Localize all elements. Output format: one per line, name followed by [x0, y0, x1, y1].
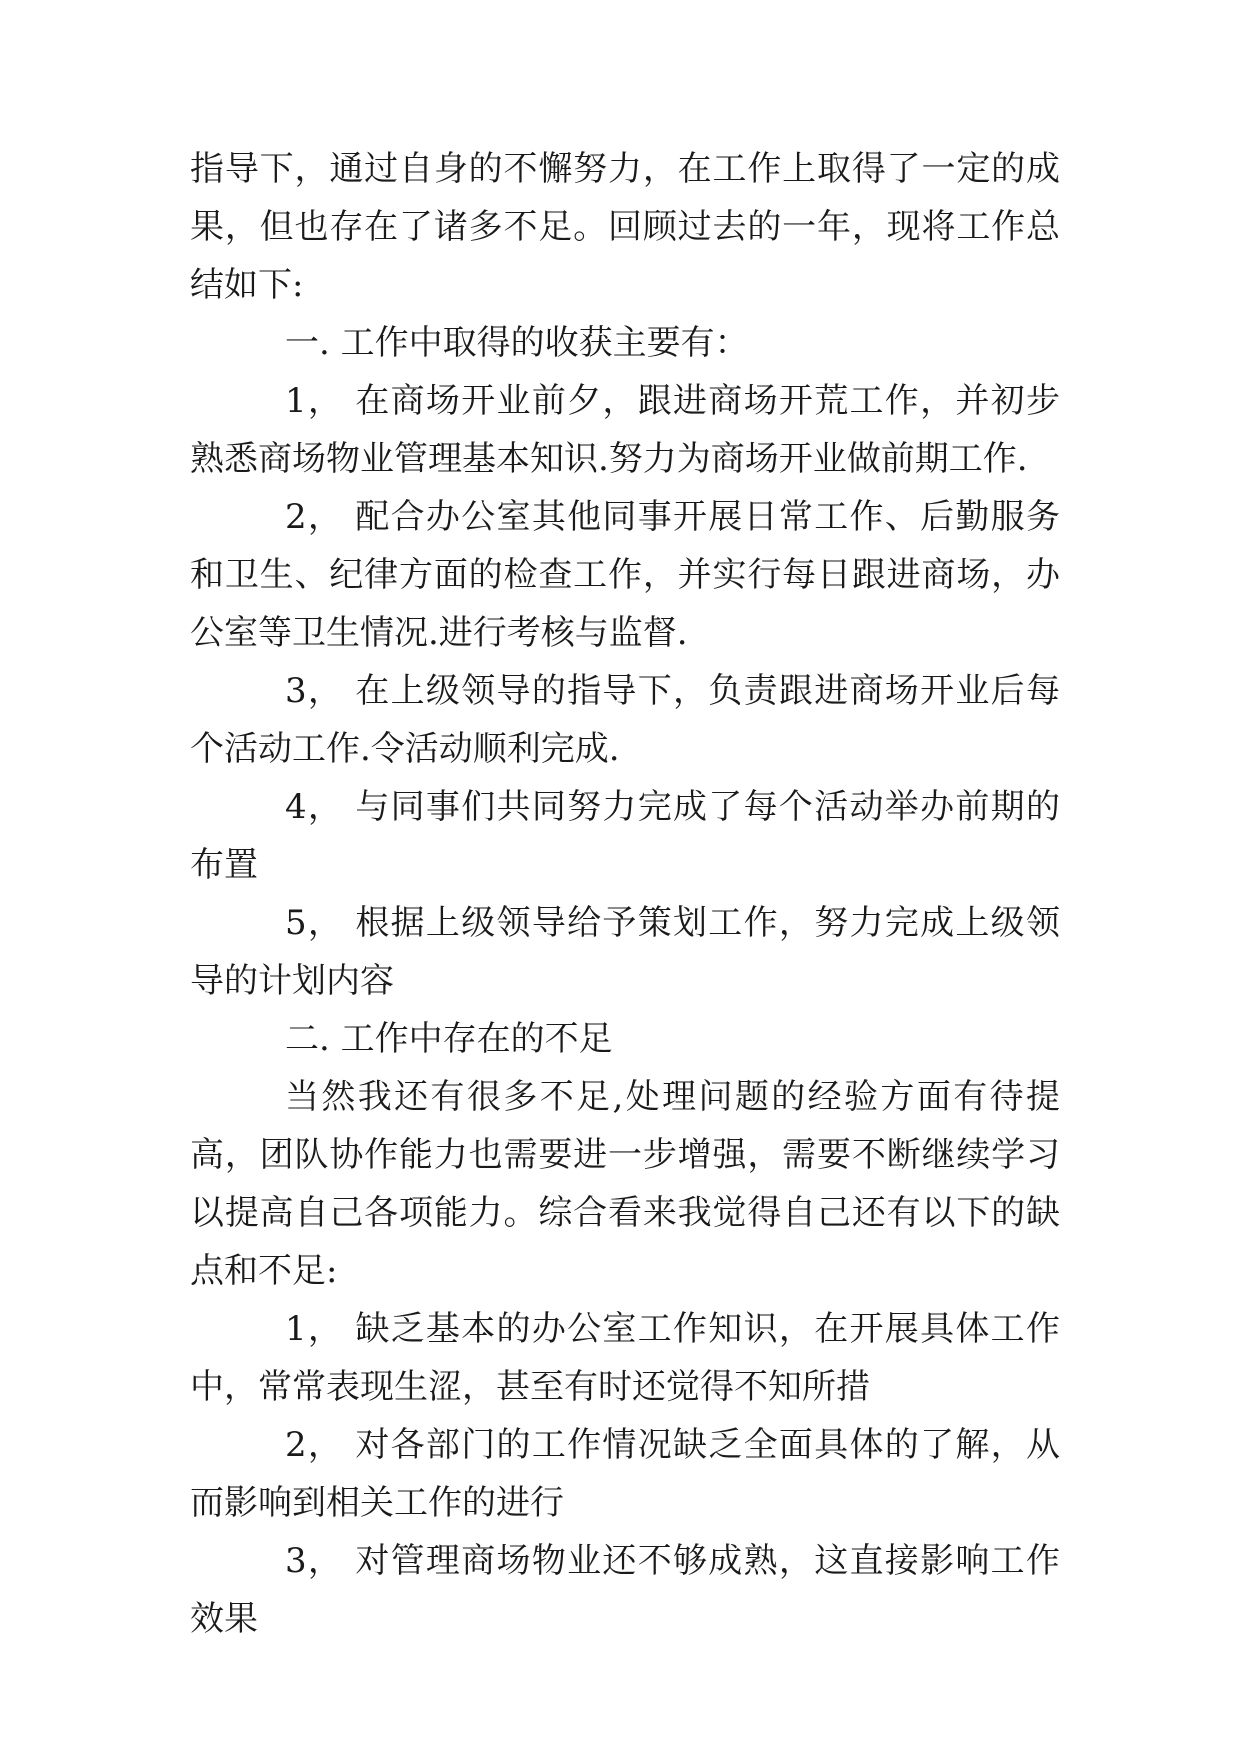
heading-achievements: 一. 工作中取得的收获主要有： [285, 323, 749, 363]
achievement-item-5: 5， 根据上级领导给予策划工作，努力完成上级领导的计划内容 [190, 903, 1060, 1001]
shortcoming-item-2: 2， 对各部门的工作情况缺乏全面具体的了解，从而影响到相关工作的进行 [190, 1425, 1060, 1523]
achievement-item-4: 4， 与同事们共同努力完成了每个活动举办前期的布置 [190, 787, 1060, 885]
achievement-item-2: 2， 配合办公室其他同事开展日常工作、后勤服务和卫生、纪律方面的检查工作，并实行每日跟进商场，办公室等卫生情况.进行考核与监督. [190, 497, 1060, 653]
shortcoming-item-3: 3， 对管理商场物业还不够成熟，这直接影响工作效果 [190, 1541, 1060, 1639]
paragraph-intro: 指导下，通过自身的不懈努力，在工作上取得了一定的成果，但也存在了诸多不足。回顾过去的一年，现将工作总结如下: [190, 149, 1060, 305]
heading-shortcomings: 二. 工作中存在的不足 [285, 1019, 613, 1059]
achievement-item-1: 1， 在商场开业前夕，跟进商场开荒工作，并初步熟悉商场物业管理基本知识.努力为商场开业做前期工作. [190, 381, 1060, 479]
shortcoming-item-1: 1， 缺乏基本的办公室工作知识，在开展具体工作中，常常表现生涩，甚至有时还觉得不知所措 [190, 1309, 1060, 1407]
achievement-item-3: 3， 在上级领导的指导下，负责跟进商场开业后每个活动工作.令活动顺利完成. [190, 671, 1060, 769]
paragraph-shortcomings-intro: 当然我还有很多不足,处理问题的经验方面有待提高，团队协作能力也需要进一步增强，需要不断继续学习以提高自己各项能力。综合看来我觉得自己还有以下的缺点和不足: [190, 1077, 1060, 1291]
document-body [190, 140, 1060, 1648]
